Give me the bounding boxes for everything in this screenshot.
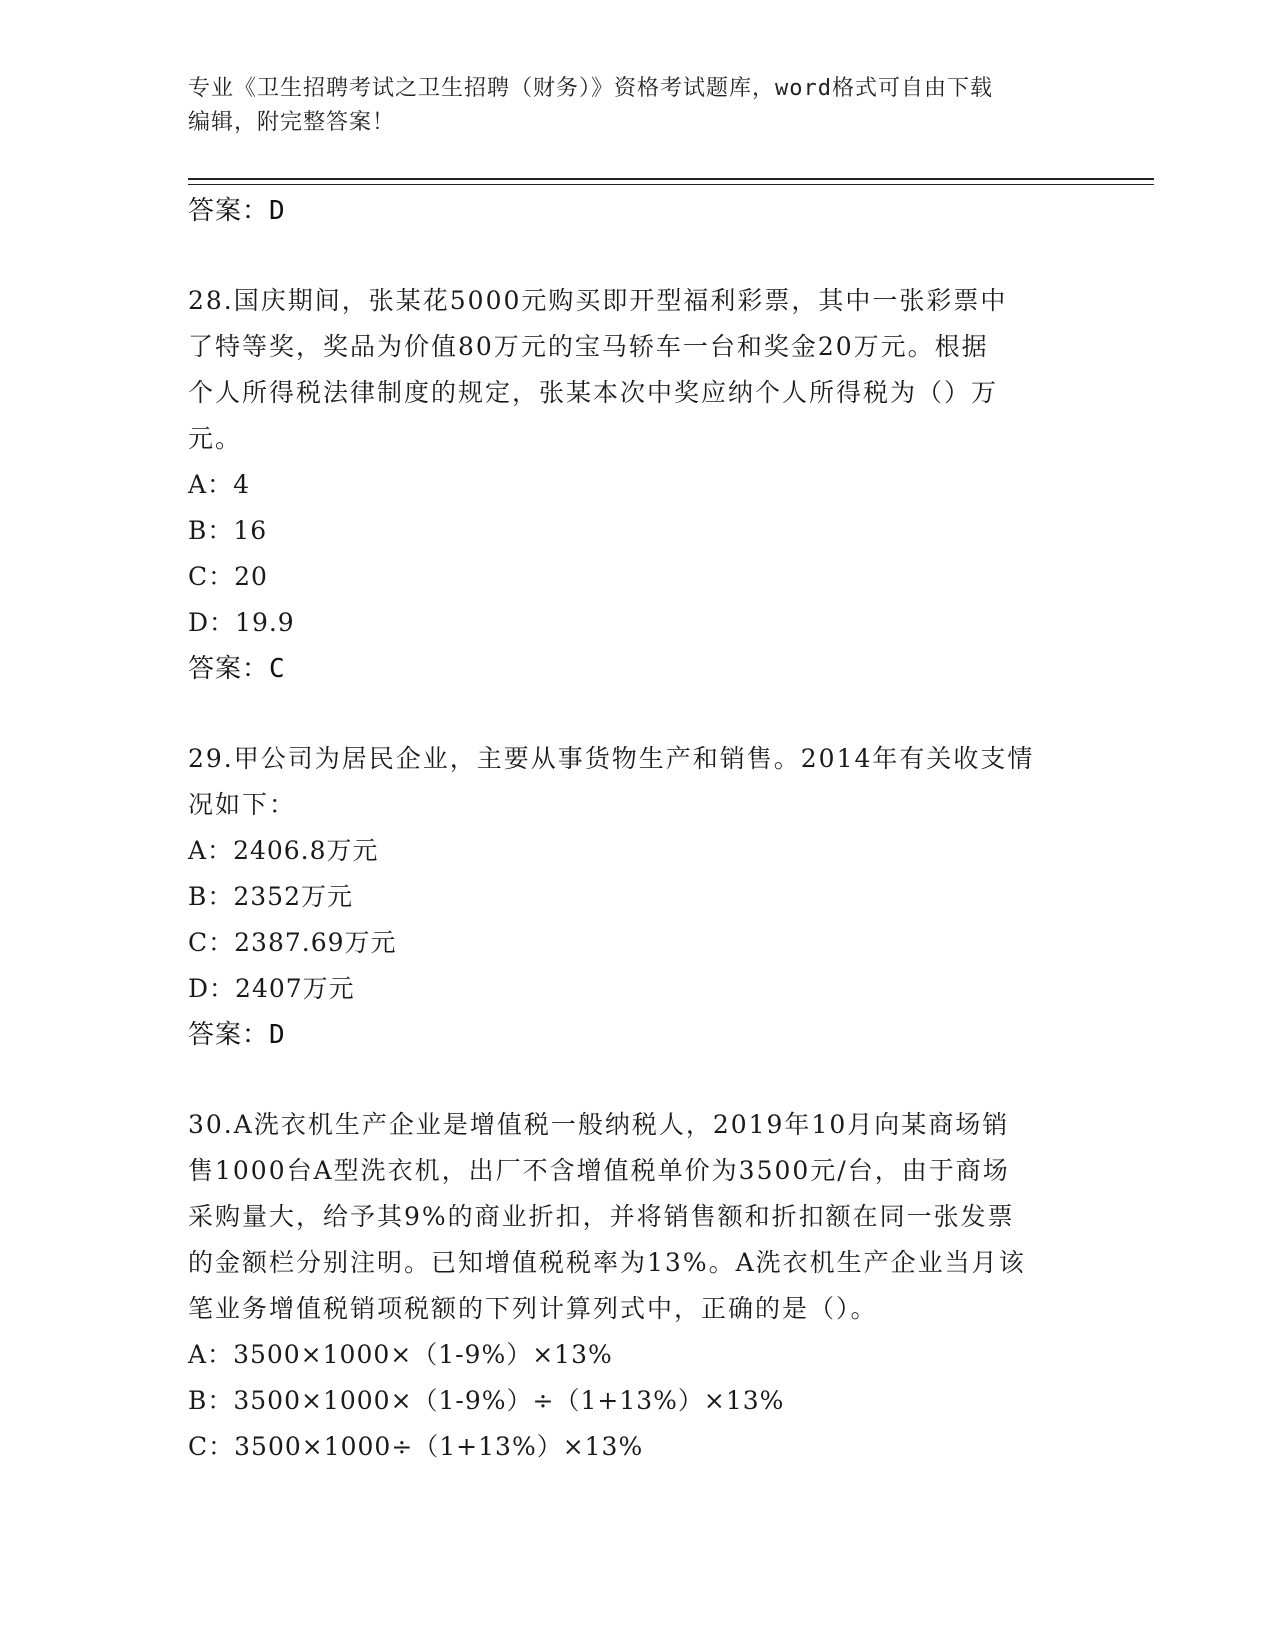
option-b: [188, 508, 1088, 554]
option-value: 4: [233, 470, 250, 499]
question-30: [188, 1102, 1088, 1470]
option-value: 2387.69万元: [234, 928, 397, 957]
document-header: [188, 72, 1088, 140]
option-label: C：: [188, 562, 235, 591]
option-label: D：: [188, 974, 236, 1003]
question-text-line: 的金额栏分别注明。已知增值税税率为13%。A洗衣机生产企业当月该: [188, 1248, 1026, 1277]
option-d: [188, 600, 1088, 646]
header-line-2: 编辑，附完整答案！: [188, 110, 396, 135]
question-text-line: 笔业务增值税销项税额的下列计算列式中，正确的是（）。: [188, 1294, 878, 1323]
question-text-line: 元。: [188, 424, 243, 453]
option-label: B：: [188, 516, 234, 545]
option-label: B：: [188, 1386, 234, 1415]
question-text-line: 了特等奖，奖品为价值80万元的宝马轿车一台和奖金20万元。根据: [188, 332, 989, 361]
header-line-1: 专业《卫生招聘考试之卫生招聘（财务）》资格考试题库，word格式可自由下载: [188, 76, 993, 101]
answer: 答案：D: [188, 1020, 286, 1050]
question-text-line: 况如下：: [188, 790, 297, 819]
option-value: 19.9: [235, 608, 295, 637]
answer: 答案：C: [188, 654, 286, 684]
option-value: 3500×1000×（1-9%）×13%: [233, 1340, 613, 1369]
question-text-line: 售1000台A型洗衣机，出厂不含增值税单价为3500元/台，由于商场: [188, 1156, 1010, 1185]
option-b: [188, 1378, 1088, 1424]
option-value: 3500×1000×（1-9%）÷（1+13%）×13%: [233, 1386, 785, 1415]
header-rule-thick: [188, 178, 1154, 180]
option-value: 2352万元: [233, 882, 353, 911]
option-label: B：: [188, 882, 234, 911]
option-b: [188, 874, 1088, 920]
option-a: [188, 462, 1088, 508]
document-body: [188, 188, 1088, 1470]
question-text-line: 采购量大，给予其9%的商业折扣，并将销售额和折扣额在同一张发票: [188, 1202, 1015, 1231]
option-label: C：: [188, 1432, 235, 1461]
question-text-line: 28.国庆期间，张某花5000元购买即开型福利彩票，其中一张彩票中: [188, 286, 1008, 315]
option-c: [188, 920, 1088, 966]
option-a: [188, 1332, 1088, 1378]
option-label: A：: [188, 1340, 234, 1369]
option-c: [188, 1424, 1088, 1470]
question-29: [188, 736, 1088, 1058]
option-value: 20: [234, 562, 268, 591]
header-rule-thin: [188, 184, 1154, 185]
option-value: 3500×1000÷（1+13%）×13%: [234, 1432, 644, 1461]
option-label: A：: [188, 470, 234, 499]
option-c: [188, 554, 1088, 600]
option-label: A：: [188, 836, 234, 865]
question-text-line: 30.A洗衣机生产企业是增值税一般纳税人，2019年10月向某商场销: [188, 1110, 1010, 1139]
option-d: [188, 966, 1088, 1012]
option-value: 2406.8万元: [233, 836, 379, 865]
option-value: 2407万元: [235, 974, 355, 1003]
question-text-line: 29.甲公司为居民企业，主要从事货物生产和销售。2014年有关收支情: [188, 744, 1035, 773]
previous-answer: 答案：D: [188, 196, 286, 226]
question-text-line: 个人所得税法律制度的规定，张某本次中奖应纳个人所得税为（）万: [188, 378, 999, 407]
option-value: 16: [233, 516, 268, 545]
option-a: [188, 828, 1088, 874]
option-label: D：: [188, 608, 236, 637]
option-label: C：: [188, 928, 235, 957]
question-28: [188, 278, 1088, 692]
